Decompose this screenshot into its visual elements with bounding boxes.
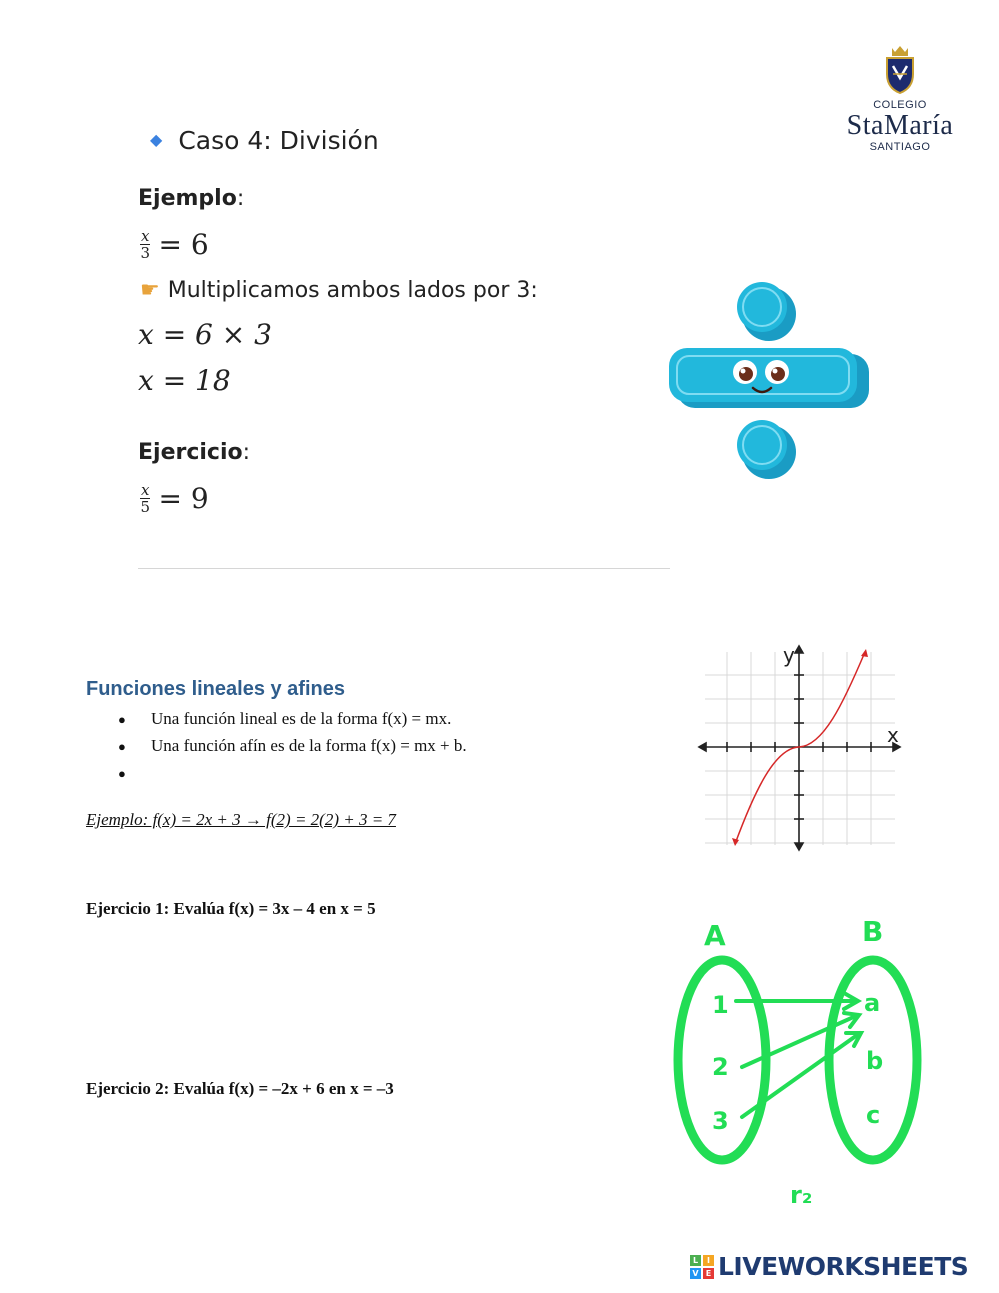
example-label-row [138,186,244,211]
case-heading [150,126,379,155]
set-a-label: A [704,919,726,952]
example-rhs: = 6 [158,228,209,261]
list-item: ● Una función afín es de la forma f(x) = mx + b. [118,736,467,763]
relation-arrows [736,993,861,1117]
example-fraction [140,228,150,261]
example-frac-den: 3 [140,244,150,262]
school-logo [820,44,980,153]
domain-element: 2 [712,1053,729,1081]
domain-element: 1 [712,991,729,1019]
example-equation [140,228,209,261]
functions-bullet-list [118,709,467,790]
cubic-curve [735,652,865,844]
exercise-frac-den: 5 [140,498,150,516]
curve-arrow-up [861,649,868,657]
exercise-1: Ejercicio 1: Evalúa f(x) = 3x – 4 en x = 5 [86,899,376,918]
list-item: ● Una función lineal es de la forma f(x) = mx. [118,709,467,736]
brand-cubes-icon [690,1255,714,1279]
codomain-element: a [864,989,881,1017]
exercise-rhs: = 9 [158,482,209,515]
step-line-1: x = 6 × 3 [138,318,272,351]
exercise-equation [140,482,209,515]
exercise-label-row [138,440,250,465]
y-axis-label: y [783,643,795,667]
hint-row [140,278,538,303]
brand-cube: E [703,1268,714,1279]
hint-text: Multiplicamos ambos lados por 3: [167,278,538,303]
case-title: Caso 4: División [178,126,379,155]
example-label: Ejemplo [138,186,237,211]
exercise-label: Ejercicio [138,440,243,465]
step-line-2: x = 18 [138,364,231,397]
domain-element: 3 [712,1107,729,1135]
codomain-element: b [866,1047,884,1075]
curve-arrow-down [732,838,739,846]
brand-cube: V [690,1268,701,1279]
exercise-colon: : [242,440,251,465]
diamond-bullet-icon: ◆ [150,130,163,149]
exercise-fraction [140,482,150,515]
liveworksheets-brand [690,1252,968,1281]
crest-icon [883,44,917,94]
functions-title: Funciones lineales y afines [86,678,345,700]
x-axis-label: x [887,723,899,747]
logo-name: StaMaría [846,110,954,141]
example-frac-num: x [141,227,150,245]
set-b-label: B [862,915,884,948]
set-mapping-diagram [660,905,940,1225]
logo-city: SANTIAGO [869,141,931,153]
example-colon: : [236,186,245,211]
brand-wordmark: LIVEWORKSHEETS [718,1252,969,1281]
exercise-2: Ejercicio 2: Evalúa f(x) = –2x + 6 en x = –3 [86,1079,394,1098]
brand-cube: I [703,1255,714,1266]
exercise-frac-num: x [141,481,150,499]
list-item [118,763,467,790]
division-mascot-icon [665,278,875,488]
pointing-hand-icon: ☛ [140,278,160,303]
section-divider [138,568,670,569]
functions-example: Ejemplo: f(x) = 2x + 3 → f(2) = 2(2) + 3 = 7 [86,810,396,829]
relation-label: r₂ [790,1181,813,1209]
brand-cube: L [690,1255,701,1266]
codomain-element: c [866,1101,881,1129]
logo-colegio: COLEGIO [873,99,927,111]
cubic-graph [695,640,910,855]
graph-grid [705,652,895,845]
